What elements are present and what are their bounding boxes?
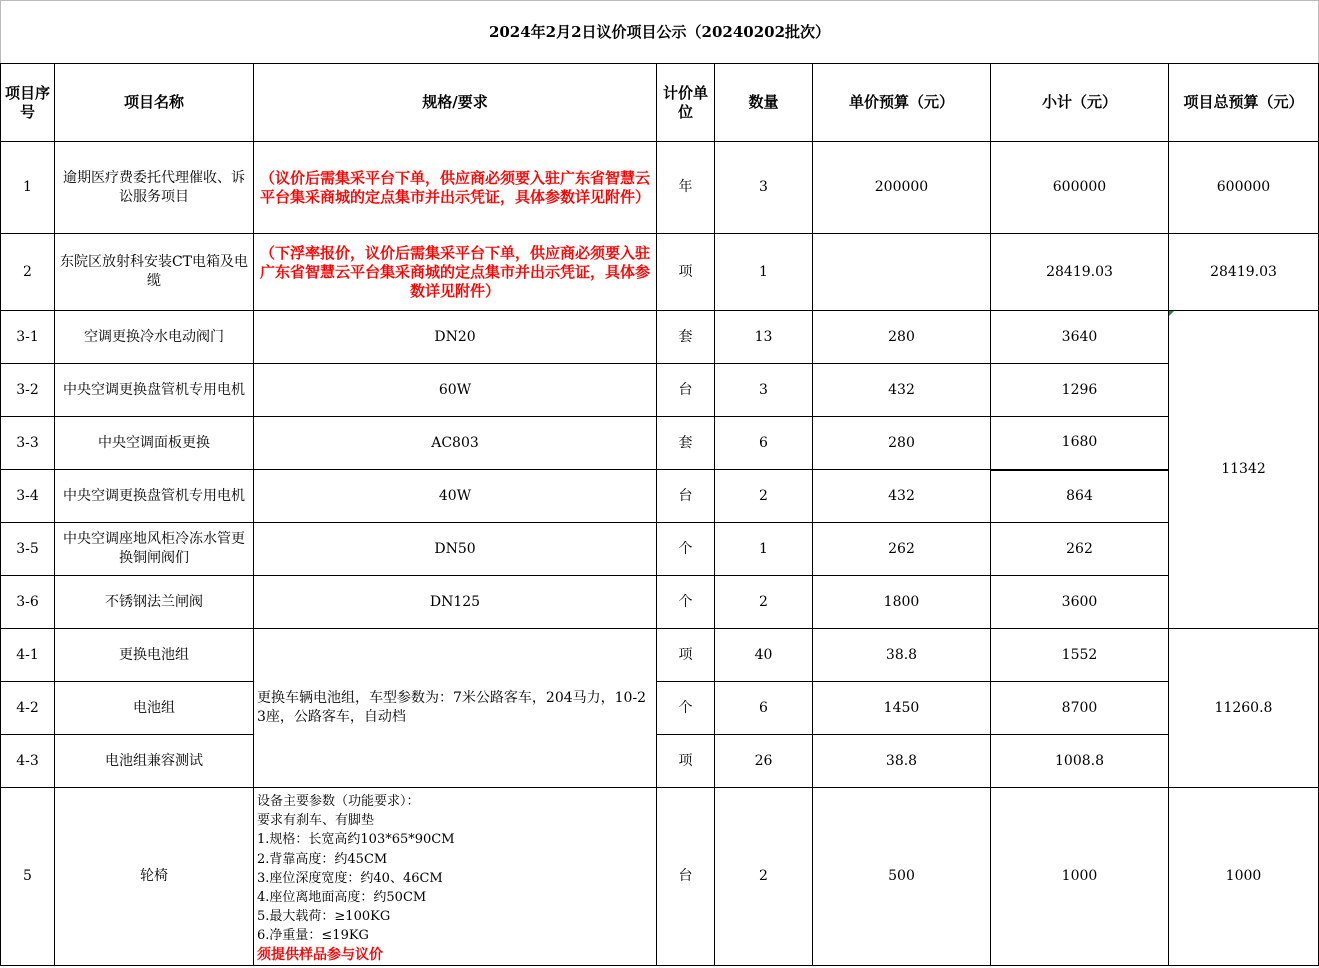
- header-unit: 计价单位: [657, 64, 715, 142]
- unit-cell: 台: [657, 788, 715, 966]
- header-qty: 数量: [715, 64, 813, 142]
- unit-cell: 套: [657, 311, 715, 364]
- name-cell: 更换电池组: [55, 629, 254, 682]
- total-cell: 1000: [1169, 788, 1319, 966]
- spec-cell: 60W: [254, 364, 657, 417]
- name-cell: 空调更换冷水电动阀门: [55, 311, 254, 364]
- name-cell: 中央空调面板更换: [55, 417, 254, 470]
- unit-price-cell: 38.8: [813, 735, 991, 788]
- seq-cell: 3-6: [1, 576, 55, 629]
- qty-cell: 3: [715, 142, 813, 234]
- table-row: [1, 523, 1319, 576]
- header-total: 项目总预算（元）: [1169, 64, 1319, 142]
- seq-cell: 3-2: [1, 364, 55, 417]
- header-row: [1, 64, 1319, 142]
- qty-cell: 26: [715, 735, 813, 788]
- unit-cell: 台: [657, 470, 715, 523]
- unit-price-cell: 1800: [813, 576, 991, 629]
- group4-total-cell: 11260.8: [1169, 629, 1319, 788]
- qty-cell: 2: [715, 576, 813, 629]
- unit-price-cell: 262: [813, 523, 991, 576]
- unit-price-cell: 280: [813, 417, 991, 470]
- name-cell: 电池组: [55, 682, 254, 735]
- name-cell: 东院区放射科安装CT电箱及电缆: [55, 234, 254, 311]
- seq-cell: 4-2: [1, 682, 55, 735]
- table-row: [1, 470, 1319, 523]
- seq-cell: 3-4: [1, 470, 55, 523]
- subtotal-cell: 1680: [991, 417, 1169, 470]
- unit-cell: 个: [657, 523, 715, 576]
- spec-cell: 40W: [254, 470, 657, 523]
- qty-cell: 6: [715, 682, 813, 735]
- unit-cell: 套: [657, 417, 715, 470]
- qty-cell: 1: [715, 234, 813, 311]
- unit-price-cell: 1450: [813, 682, 991, 735]
- table-row: [1, 682, 1319, 735]
- name-cell: 不锈钢法兰闸阀: [55, 576, 254, 629]
- subtotal-cell: 28419.03: [991, 234, 1169, 311]
- unit-cell: 个: [657, 682, 715, 735]
- spec-line: 设备主要参数（功能要求）：: [257, 794, 420, 809]
- row5-spec-cell: [254, 788, 657, 966]
- total-cell: 600000: [1169, 142, 1319, 234]
- unit-cell: 年: [657, 142, 715, 234]
- unit-price-cell: 432: [813, 364, 991, 417]
- table-row: [1, 629, 1319, 682]
- sample-requirement-note: 须提供样品参与议价: [257, 946, 383, 963]
- group3-total-cell: [1169, 311, 1319, 629]
- unit-cell: 项: [657, 234, 715, 311]
- header-name: 项目名称: [55, 64, 254, 142]
- unit-cell: 台: [657, 364, 715, 417]
- qty-cell: 1: [715, 523, 813, 576]
- header-spec: 规格/要求: [254, 64, 657, 142]
- name-cell: 中央空调更换盘管机专用电机: [55, 470, 254, 523]
- unit-price-cell: 432: [813, 470, 991, 523]
- subtotal-cell: 600000: [991, 142, 1169, 234]
- subtotal-cell: 864: [991, 470, 1169, 523]
- seq-cell: 2: [1, 234, 55, 311]
- spec-line: 5.最大载荷：≥100KG: [257, 909, 391, 925]
- seq-cell: 3-5: [1, 523, 55, 576]
- spec-line: 1.规格：长宽高约103*65*90CM: [257, 832, 455, 848]
- spec-cell: AC803: [254, 417, 657, 470]
- total-cell: 28419.03: [1169, 234, 1319, 311]
- subtotal-cell: 1296: [991, 364, 1169, 417]
- seq-cell: 3-3: [1, 417, 55, 470]
- seq-cell: 5: [1, 788, 55, 966]
- cell-comment-marker: [1169, 311, 1176, 318]
- unit-cell: 个: [657, 576, 715, 629]
- seq-cell: 1: [1, 142, 55, 234]
- spec-line: 3.座位深度宽度：约40、46CM: [257, 870, 443, 886]
- seq-cell: 4-3: [1, 735, 55, 788]
- unit-cell: 项: [657, 629, 715, 682]
- table-row: [1, 417, 1319, 470]
- seq-cell: 4-1: [1, 629, 55, 682]
- table-row: [1, 788, 1319, 966]
- subtotal-cell: 3640: [991, 311, 1169, 364]
- group3-total: 11342: [1221, 461, 1266, 477]
- table-row: [1, 576, 1319, 629]
- qty-cell: 3: [715, 364, 813, 417]
- spec-cell: DN50: [254, 523, 657, 576]
- table-row: [1, 735, 1319, 788]
- unit-price-cell: 200000: [813, 142, 991, 234]
- name-cell: 中央空调座地风柜冷冻水管更换铜闸阀们: [55, 523, 254, 576]
- qty-cell: 2: [715, 470, 813, 523]
- subtotal-cell: 262: [991, 523, 1169, 576]
- name-cell: 电池组兼容测试: [55, 735, 254, 788]
- table-row: [1, 311, 1319, 364]
- unit-cell: 项: [657, 735, 715, 788]
- qty-cell: 13: [715, 311, 813, 364]
- subtotal-cell: 1008.8: [991, 735, 1169, 788]
- table-row: [1, 234, 1319, 311]
- table-row: [1, 142, 1319, 234]
- table-title: 2024年2月2日议价项目公示（20240202批次）: [1, 1, 1319, 64]
- unit-price-cell: 38.8: [813, 629, 991, 682]
- subtotal-cell: 1552: [991, 629, 1169, 682]
- name-cell: 逾期医疗费委托代理催收、诉讼服务项目: [55, 142, 254, 234]
- subtotal-cell: 8700: [991, 682, 1169, 735]
- qty-cell: 2: [715, 788, 813, 966]
- name-cell: 中央空调更换盘管机专用电机: [55, 364, 254, 417]
- qty-cell: 40: [715, 629, 813, 682]
- unit-price-cell: [813, 234, 991, 311]
- header-seq: 项目序号: [1, 64, 55, 142]
- unit-price-cell: 280: [813, 311, 991, 364]
- spec-cell: DN20: [254, 311, 657, 364]
- spec-line: 2.背靠高度：约45CM: [257, 851, 388, 867]
- spec-line: 6.净重量：≤19KG: [257, 928, 369, 944]
- spec-cell: （议价后需集采平台下单，供应商必须要入驻广东省智慧云平台集采商城的定点集市并出示凭证，具体参数详见附件）: [254, 142, 657, 234]
- subtotal-cell: 1000: [991, 788, 1169, 966]
- header-unit-price: 单价预算（元）: [813, 64, 991, 142]
- qty-cell: 6: [715, 417, 813, 470]
- name-cell: 轮椅: [55, 788, 254, 966]
- table-row: [1, 364, 1319, 417]
- subtotal-cell: 3600: [991, 576, 1169, 629]
- header-subtotal: 小计（元）: [991, 64, 1169, 142]
- group4-spec-cell: 更换车辆电池组，车型参数为：7米公路客车，204马力，10-23座，公路客车，自动档: [254, 629, 657, 788]
- spec-cell: DN125: [254, 576, 657, 629]
- unit-price-cell: 500: [813, 788, 991, 966]
- spec-line: 要求有刹车、有脚垫: [257, 813, 375, 829]
- seq-cell: 3-1: [1, 311, 55, 364]
- spec-cell: （下浮率报价，议价后需集采平台下单，供应商必须要入驻广东省智慧云平台集采商城的定点集市并出示凭证，具体参数详见附件）: [254, 234, 657, 311]
- spec-line: 4.座位离地面高度：约50CM: [257, 890, 427, 906]
